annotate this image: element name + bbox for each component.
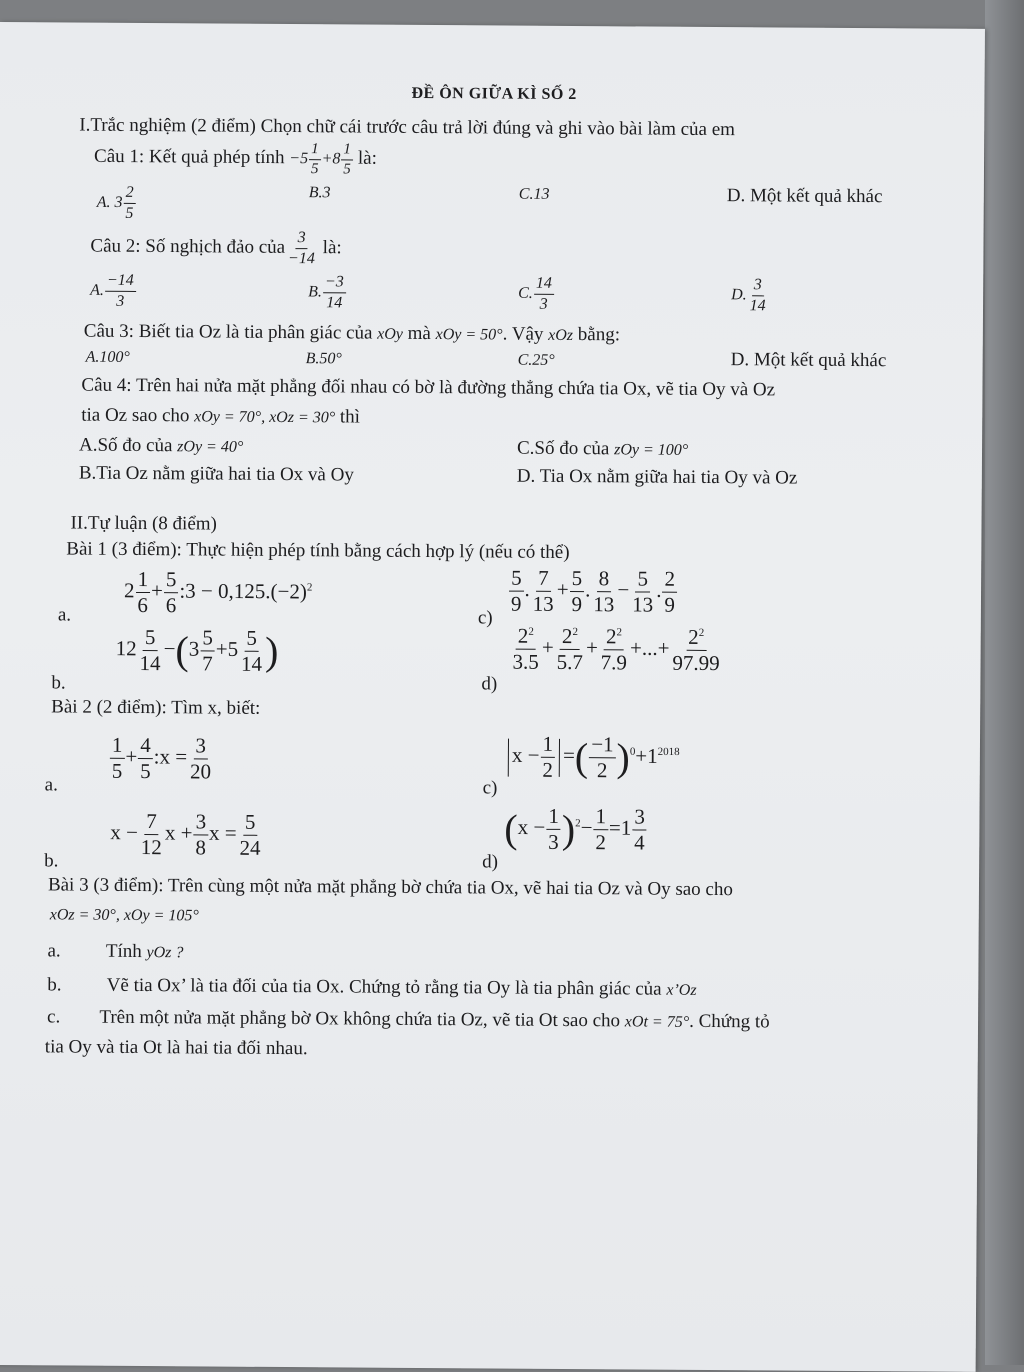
bai1-d-label: d): [481, 673, 498, 695]
bai3-line2: xOz = 30°, xOy = 105°: [49, 906, 199, 925]
bai2-a-expression: $\frac{1}{5}$ + $\frac{4}{5}$ :x = $\frac{3}{20}$: [111, 732, 212, 784]
q2-option-b: B. $\frac{-3}{14}$: [308, 273, 344, 312]
bai2-c-expression: x − $\frac{1}{2}$ =( $\frac{-1}{2}$ )$^0+1^{2018}$: [505, 734, 680, 782]
q1-option-b: B.3: [308, 184, 331, 202]
exam-title: ĐỀ ÔN GIỮA KÌ SỐ 2: [411, 84, 577, 104]
q1-tail: là:: [357, 147, 377, 169]
q4-option-d: D. Tia Ox nằm giữa hai tia Oy và Oz: [516, 465, 798, 489]
angle-xOy: xOy: [377, 325, 403, 343]
bai1-d-expression: $\frac{2^2}{3.5}$ + $\frac{2^2}{5.7}$ + $\frac{2^2}{7.9}$ +...+ $\frac{2^2}{97.99}$: [512, 623, 720, 676]
bai2-d-expression: (x − $\frac{1}{3}$ )$^2$− $\frac{1}{2}$ =1 $\frac{3}{4}$: [504, 803, 645, 855]
bai2-c-label: c): [482, 777, 498, 799]
bai1-a-expression: 2 $\frac{1}{6}$ + $\frac{5}{6}$ :3 − $0,125.(-2)^2$: [123, 566, 313, 618]
bai2-b-expression: x − $\frac{7}{12}$ x + $\frac{3}{8}$ x = $\frac{5}{24}$: [110, 809, 261, 860]
q1-label: Câu 1: Kết quả phép tính: [93, 145, 285, 169]
q4-option-a: A.Số đo của zOy = 40°: [78, 434, 244, 457]
q3-option-b: B.50°: [305, 350, 342, 368]
q2-option-a: A. $\frac{-14}{3}$: [90, 271, 134, 310]
exam-paper: [0, 22, 985, 1372]
bai2-a-label: a.: [44, 774, 58, 796]
bai3-a: a. Tính yOz ?: [47, 940, 184, 963]
bai1-b-label: b.: [51, 672, 66, 694]
q3-option-a: A.100°: [85, 348, 130, 366]
question-4-line2: tia Oz sao cho xOy = 70°, xOz = 30° thì: [81, 404, 361, 428]
q1-option-a: A. 3 $\frac{2}{5}$: [96, 183, 134, 222]
part1-heading: I.Trắc nghiệm (2 điểm) Chọn chữ cái trước câu trả lời đúng và ghi vào bài làm của em: [79, 114, 736, 141]
bai1-c-label: c): [477, 607, 493, 629]
q4-option-b: B.Tia Oz nằm giữa hai tia Ox và Oy: [78, 462, 354, 486]
bai3-c-line2: tia Oy và tia Ot là hai tia đối nhau.: [44, 1036, 308, 1060]
q2-option-c: C. $\frac{14}{3}$: [518, 274, 552, 313]
bai1-b-expression: 12 $\frac{5}{14}$ −(3 $\frac{5}{7}$ +5 $\frac{5}{14}$ ): [115, 625, 279, 676]
angle-xOz: xOz: [548, 326, 574, 345]
question-1: [94, 141, 377, 178]
q1-option-d: D. Một kết quả khác: [726, 185, 883, 208]
question-4-line1: Câu 4: Trên hai nửa mặt phẳng đối nhau có bờ là đường thẳng chứa tia Ox, vẽ tia Oy và Oz: [81, 374, 776, 401]
question-3: Câu 3: Biết tia Oz là tia phân giác của xOy mà xOy = 50°. Vậy xOz bằng:: [83, 320, 621, 346]
bai2-b-label: b.: [44, 850, 59, 872]
part2-heading: II.Tự luận (8 điểm): [70, 512, 217, 535]
bai2-d-label: d): [482, 851, 499, 873]
bai3-line1: Bài 3 (3 điểm): Trên cùng một nửa mặt phẳng bờ chứa tia Ox, vẽ hai tia Oz và Oy sao cho: [47, 874, 733, 901]
q1-expression: −5 $\frac{1}{5}$ +8 $\frac{1}{5}$: [289, 141, 352, 178]
bai1-a-label: a.: [57, 604, 72, 626]
bai1-heading: Bài 1 (3 điểm): Thực hiện phép tính bằng cách hợp lý (nếu có thể): [66, 538, 570, 563]
q3-option-d: D. Một kết quả khác: [730, 349, 887, 372]
bai3-c: c. Trên một nửa mặt phẳng bờ Ox không chứa tia Oz, vẽ tia Ot sao cho xOt = 75°. Chứng tỏ: [46, 1006, 770, 1033]
bai1-c-expression: $\frac{5}{9}$ . $\frac{7}{13}$ + $\frac{5}{9}$ . $\frac{8}{13}$ − $\frac{5}{13}$ . $\frac{2}{9}$: [510, 565, 676, 617]
q3-option-c: C.25°: [517, 351, 555, 369]
bai3-b: b. Vẽ tia Ox’ là tia đối của tia Ox. Chứng tỏ rằng tia Oy là tia phân giác của x’Oz: [47, 974, 697, 1000]
bai2-heading: Bài 2 (2 điểm): Tìm x, biết:: [51, 696, 261, 719]
q1-option-c: C.13: [518, 185, 550, 203]
question-2: Câu 2: Số nghịch đảo của $\frac{3}{-14}$ là:: [90, 229, 342, 268]
q4-option-c: C.Số đo của zOy = 100°: [516, 437, 689, 460]
q2-option-d: D. $\frac{3}{14}$: [731, 276, 766, 315]
background-edge: [985, 0, 1024, 1365]
